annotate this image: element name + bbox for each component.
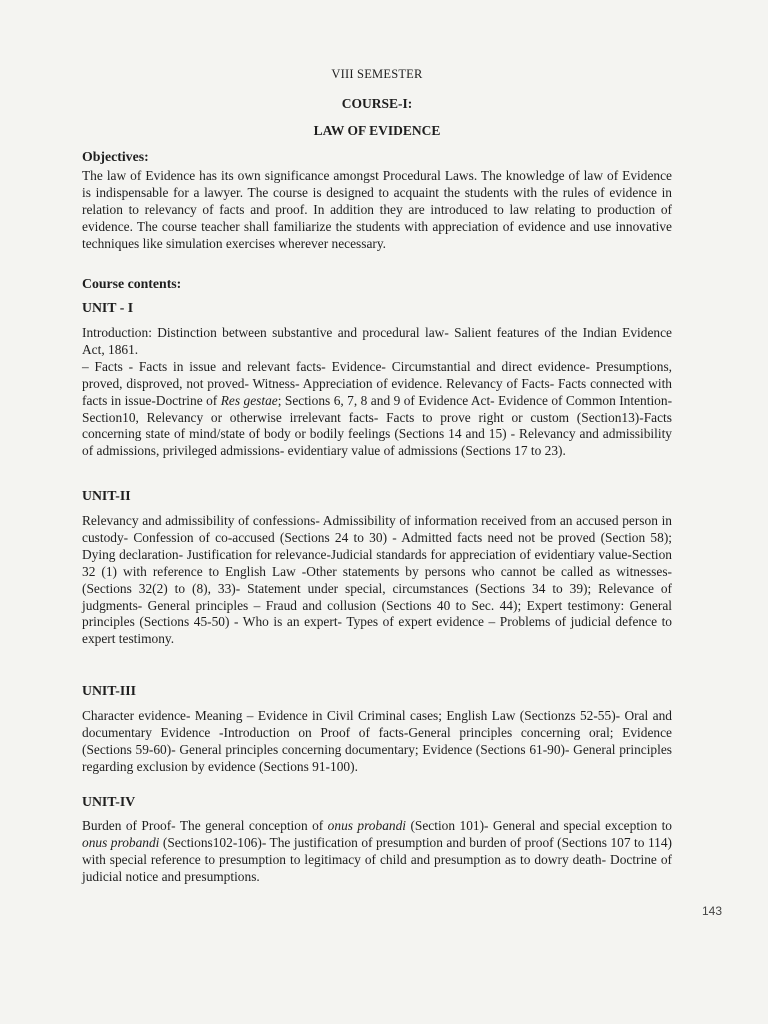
objectives-heading: Objectives:	[82, 149, 149, 164]
unit-4-part-2: (Section 101)- General and special exception to	[406, 818, 672, 833]
unit-1-intro: Introduction: Distinction between substantive and procedural law- Salient features of the Indian Evidence Act, 1861.	[82, 325, 672, 357]
unit-1-facts-part-2: ; Sections 6, 7, 8 and 9 of Evidence Act- Evidence of Common Intention-Section10, Relevancy or otherwise irrelevant facts- Facts to prove right or custom (Section13)-Facts concerning state of mind/state of body or bodily feelings (Sections 14 and 15) - Relevancy and admissibility of admissions, privileged admissions- evidentiary value of admissions (Sections 17 to 23).	[82, 392, 673, 459]
unit-1-heading: UNIT - I	[82, 300, 134, 315]
unit-1-facts	[82, 359, 672, 460]
unit-1-facts-part-1: – Facts - Facts in issue and relevant facts- Evidence- Circumstantial and direct evidence- Presumptions, proved, disproved, not proved- Witness- Appreciation of evidence. Relevancy of Facts- Facts connected with facts in issue-Doctrine of	[82, 358, 672, 408]
unit-4-part-3: (Sections102-106)- The justification of presumption and burden of proof (Sections 107 to 114) with special reference to presumption to legitimacy of child and presumption as to dowry death- Doctrine of judicial notice and presumptions.	[82, 834, 672, 884]
unit-2-text	[82, 513, 672, 648]
unit-4-heading: UNIT-IV	[82, 794, 136, 809]
course-title: LAW OF EVIDENCE	[313, 123, 441, 138]
unit-4-paragraph	[82, 818, 672, 886]
onus-probandi-term: onus probandi	[327, 818, 407, 833]
res-gestae-term: Res gestae	[220, 392, 278, 408]
course-contents-heading: Course contents:	[82, 276, 182, 291]
unit-3-heading: UNIT-III	[82, 683, 136, 698]
unit-2-heading: UNIT-II	[82, 488, 131, 503]
objectives-paragraph: The law of Evidence has its own significance amongst Procedural Laws. The knowledge of law of Evidence is indispensable for a lawyer. The course is designed to acquaint the students with the rules of evidence in relation to relevancy of facts and proof. In addition they are introduced to law relating to production of evidence. The course teacher shall familiarize the students with appreciation of evidence and use innovative techniques like simulation exercises wherever necessary.	[82, 168, 672, 251]
semester-label: VIII SEMESTER	[331, 67, 423, 81]
unit-3-text	[82, 708, 672, 776]
unit-4-part-1: Burden of Proof- The general conception of	[82, 818, 328, 833]
unit-4-text	[82, 818, 672, 886]
course-number: COURSE-I:	[341, 96, 413, 111]
unit-3-paragraph: Character evidence- Meaning – Evidence in Civil Criminal cases; English Law (Sectionzs 52-55)- Oral and documentary Evidence -Introduction on Proof of facts-General principles concerning oral; Evidence (Sections 59-60)- General principles concerning documentary; Evidence (Sections 61-90)- General principles regarding exclusion by evidence (Sections 91-100).	[82, 708, 672, 774]
page-number: 143	[702, 904, 723, 918]
objectives-text	[82, 168, 672, 253]
unit-2-paragraph: Relevancy and admissibility of confessions- Admissibility of information received from an accused person in custody- Confession of co-accused (Sections 24 to 30) - Admitted facts need not be proved (Section 58); Dying declaration- Justification for relevance-Judicial standards for appreciation of evidentiary value-Section 32 (1) with reference to English Law -Other statements by persons who cannot be called as witnesses- (Sections 32(2) to (8), 33)- Statement under special, circumstances (Sections 34 to 39); Relevance of judgments- General principles – Fraud and collusion (Sections 40 to Sec. 44); Expert testimony: General principles (Sections 45-50) - Who is an expert- Types of expert evidence – Problems of judicial defence to expert testimony.	[82, 513, 672, 647]
onus-probandi-term-2: onus probandi	[82, 834, 160, 850]
unit-1-text	[82, 325, 672, 460]
